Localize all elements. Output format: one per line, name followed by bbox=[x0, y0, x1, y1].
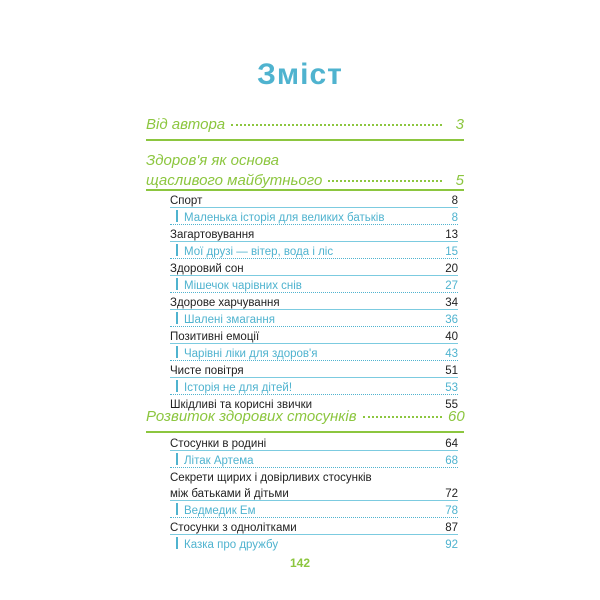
entry-title: Історія не для дітей! bbox=[184, 382, 293, 394]
section-divider bbox=[146, 139, 464, 141]
entry-page: 92 bbox=[445, 539, 458, 551]
entry-title: Ведмедик Ем bbox=[184, 505, 256, 517]
story-marker bbox=[176, 453, 178, 465]
entry-title: Шкідливі та корисні звички bbox=[170, 399, 313, 411]
section-title-line1: Здоров'я як основа bbox=[146, 152, 279, 169]
entry-title: Чисте повітря bbox=[170, 365, 244, 377]
entry-title: Здорове харчування bbox=[170, 297, 280, 309]
section-page: 5 bbox=[455, 172, 464, 189]
entry-page: 53 bbox=[445, 382, 458, 394]
entry-page: 43 bbox=[445, 348, 458, 360]
entry-title: Казка про дружбу bbox=[184, 539, 279, 551]
entry-page: 8 bbox=[451, 212, 458, 224]
entry-title: Позитивні емоції bbox=[170, 331, 260, 343]
toc-section-health[interactable] bbox=[146, 152, 464, 192]
entry-title-line2: між батьками й дітьми bbox=[170, 488, 289, 500]
page-number: 142 bbox=[289, 556, 311, 570]
entry-title: Мішечок чарівних снів bbox=[184, 280, 302, 292]
entry-page: 72 bbox=[445, 488, 458, 500]
entry-page: 34 bbox=[445, 297, 458, 309]
story-marker bbox=[176, 503, 178, 515]
toc-section-author[interactable] bbox=[146, 116, 464, 136]
entry-title: Літак Артема bbox=[184, 455, 254, 467]
dot-leader bbox=[231, 124, 442, 126]
story-marker bbox=[176, 346, 178, 358]
entry-page: 55 bbox=[445, 399, 458, 411]
story-marker bbox=[176, 278, 178, 290]
dot-leader bbox=[363, 416, 442, 418]
toc-section-relationships[interactable] bbox=[146, 408, 464, 428]
entry-title: Стосунки з однолітками bbox=[170, 522, 297, 534]
entry-title: Маленька історія для великих батьків bbox=[184, 212, 385, 224]
entry-title: Мої друзі — вітер, вода і ліс bbox=[184, 246, 334, 258]
story-marker bbox=[176, 537, 178, 549]
entry-title: Чарівні ліки для здоров'я bbox=[184, 348, 318, 360]
entry-title: Здоровий сон bbox=[170, 263, 244, 275]
entry-title: Шалені змагання bbox=[184, 314, 275, 326]
section-page: 60 bbox=[448, 408, 465, 425]
entry-title: Стосунки в родині bbox=[170, 438, 267, 450]
toc-story-entry[interactable] bbox=[170, 533, 458, 551]
entry-title: Загартовування bbox=[170, 229, 255, 241]
entry-page: 51 bbox=[445, 365, 458, 377]
section-title: Розвиток здорових стосунків bbox=[146, 408, 357, 425]
dot-leader bbox=[328, 180, 442, 182]
entry-page: 8 bbox=[451, 195, 458, 207]
entry-page: 78 bbox=[445, 505, 458, 517]
entry-page: 27 bbox=[445, 280, 458, 292]
entry-title: Спорт bbox=[170, 195, 203, 207]
section-title: Від автора bbox=[146, 116, 226, 133]
entry-page: 64 bbox=[445, 438, 458, 450]
entry-title-line1: Секрети щирих і довірливих стосунків bbox=[170, 472, 372, 484]
entry-page: 20 bbox=[445, 263, 458, 275]
entry-page: 36 bbox=[445, 314, 458, 326]
entry-page: 13 bbox=[445, 229, 458, 241]
story-marker bbox=[176, 244, 178, 256]
entry-page: 68 bbox=[445, 455, 458, 467]
entry-page: 87 bbox=[445, 522, 458, 534]
entry-page: 15 bbox=[445, 246, 458, 258]
entry-page: 40 bbox=[445, 331, 458, 343]
story-marker bbox=[176, 312, 178, 324]
story-marker bbox=[176, 210, 178, 222]
story-marker bbox=[176, 380, 178, 392]
section-title-line2: щасливого майбутнього bbox=[146, 172, 323, 189]
section-page: 3 bbox=[455, 116, 464, 133]
page-title: Зміст bbox=[257, 58, 343, 91]
